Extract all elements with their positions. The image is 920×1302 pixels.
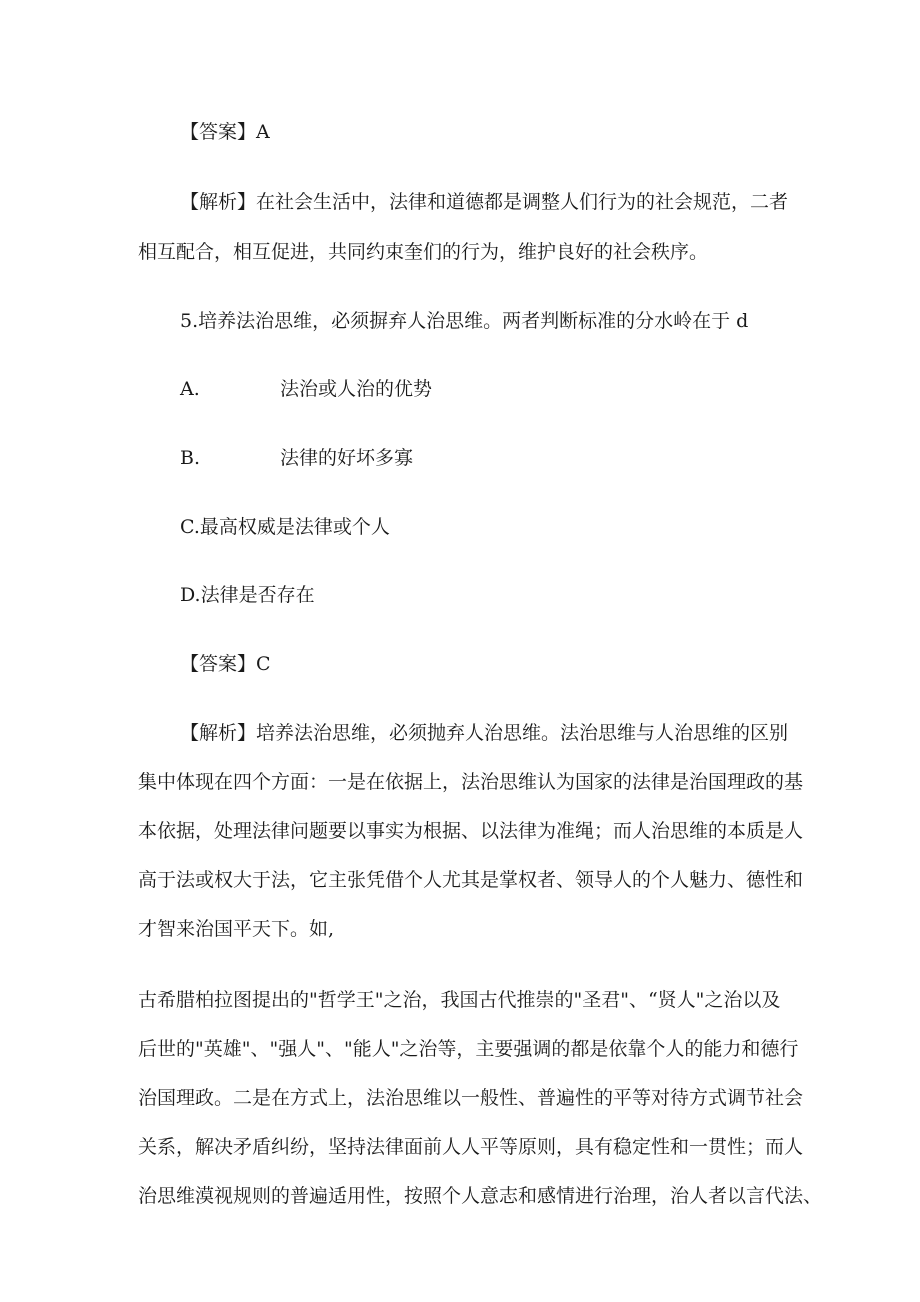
q5-analysis-line-4: 高于法或权大于法，它主张凭借个人尤其是掌权者、领导人的个人魅力、德性和 [138,869,804,891]
q5-continuation-line-4: 关系，解决矛盾纠纷，坚持法律面前人人平等原则，具有稳定性和一贯性；而人 [138,1136,804,1158]
q5-analysis-line-1: 【解析】培养法治思维，必须抛弃人治思维。法治思维与人治思维的区别 [180,722,789,744]
q4-answer: 【答案】A [180,121,270,143]
q4-analysis-line-2: 相互配合，相互促进，共同约束奎们的行为，维护良好的社会秩序。 [138,241,709,263]
q5-question: 5.培养法治思维，必须摒弃人治思维。两者判断标准的分水岭在于 d [180,310,749,332]
q5-continuation-line-1: 古希腊柏拉图提出的"哲学王"之治，我国古代推崇的"圣君"、“贤人"之治以及 [138,989,781,1011]
q5-continuation-line-5: 治思维漠视规则的普遍适用性，按照个人意志和感情进行治理，治人者以言代法、 [138,1185,823,1207]
q5-analysis-line-3: 本依据，处理法律问题要以事实为根据、以法律为准绳；而人治思维的本质是人 [138,820,804,842]
option-a-letter: A. [180,378,200,400]
q5-option-c: C.最高权威是法律或个人 [180,516,390,538]
q4-analysis-line-1: 【解析】在社会生活中，法律和道德都是调整人们行为的社会规范，二者 [180,191,789,213]
option-b-letter: B. [180,447,201,469]
q5-analysis-line-5: 才智来治国平天下。如, [138,918,335,940]
q5-answer: 【答案】C [180,653,271,675]
q5-continuation-line-3: 治国理政。二是在方式上，法治思维以一般性、普遍性的平等对待方式调节社会 [138,1087,804,1109]
option-a-text: 法治或人治的优势 [280,378,433,400]
option-b-text: 法律的好坏多寡 [280,447,414,469]
q5-option-d: D.法律是否存在 [180,584,315,606]
q5-continuation-line-2: 后世的"英雄"、"强人"、"能人"之治等，主要强调的都是依靠个人的能力和德行 [138,1038,799,1060]
q5-analysis-line-2: 集中体现在四个方面：一是在依据上，法治思维认为国家的法律是治国理政的基 [138,771,804,793]
